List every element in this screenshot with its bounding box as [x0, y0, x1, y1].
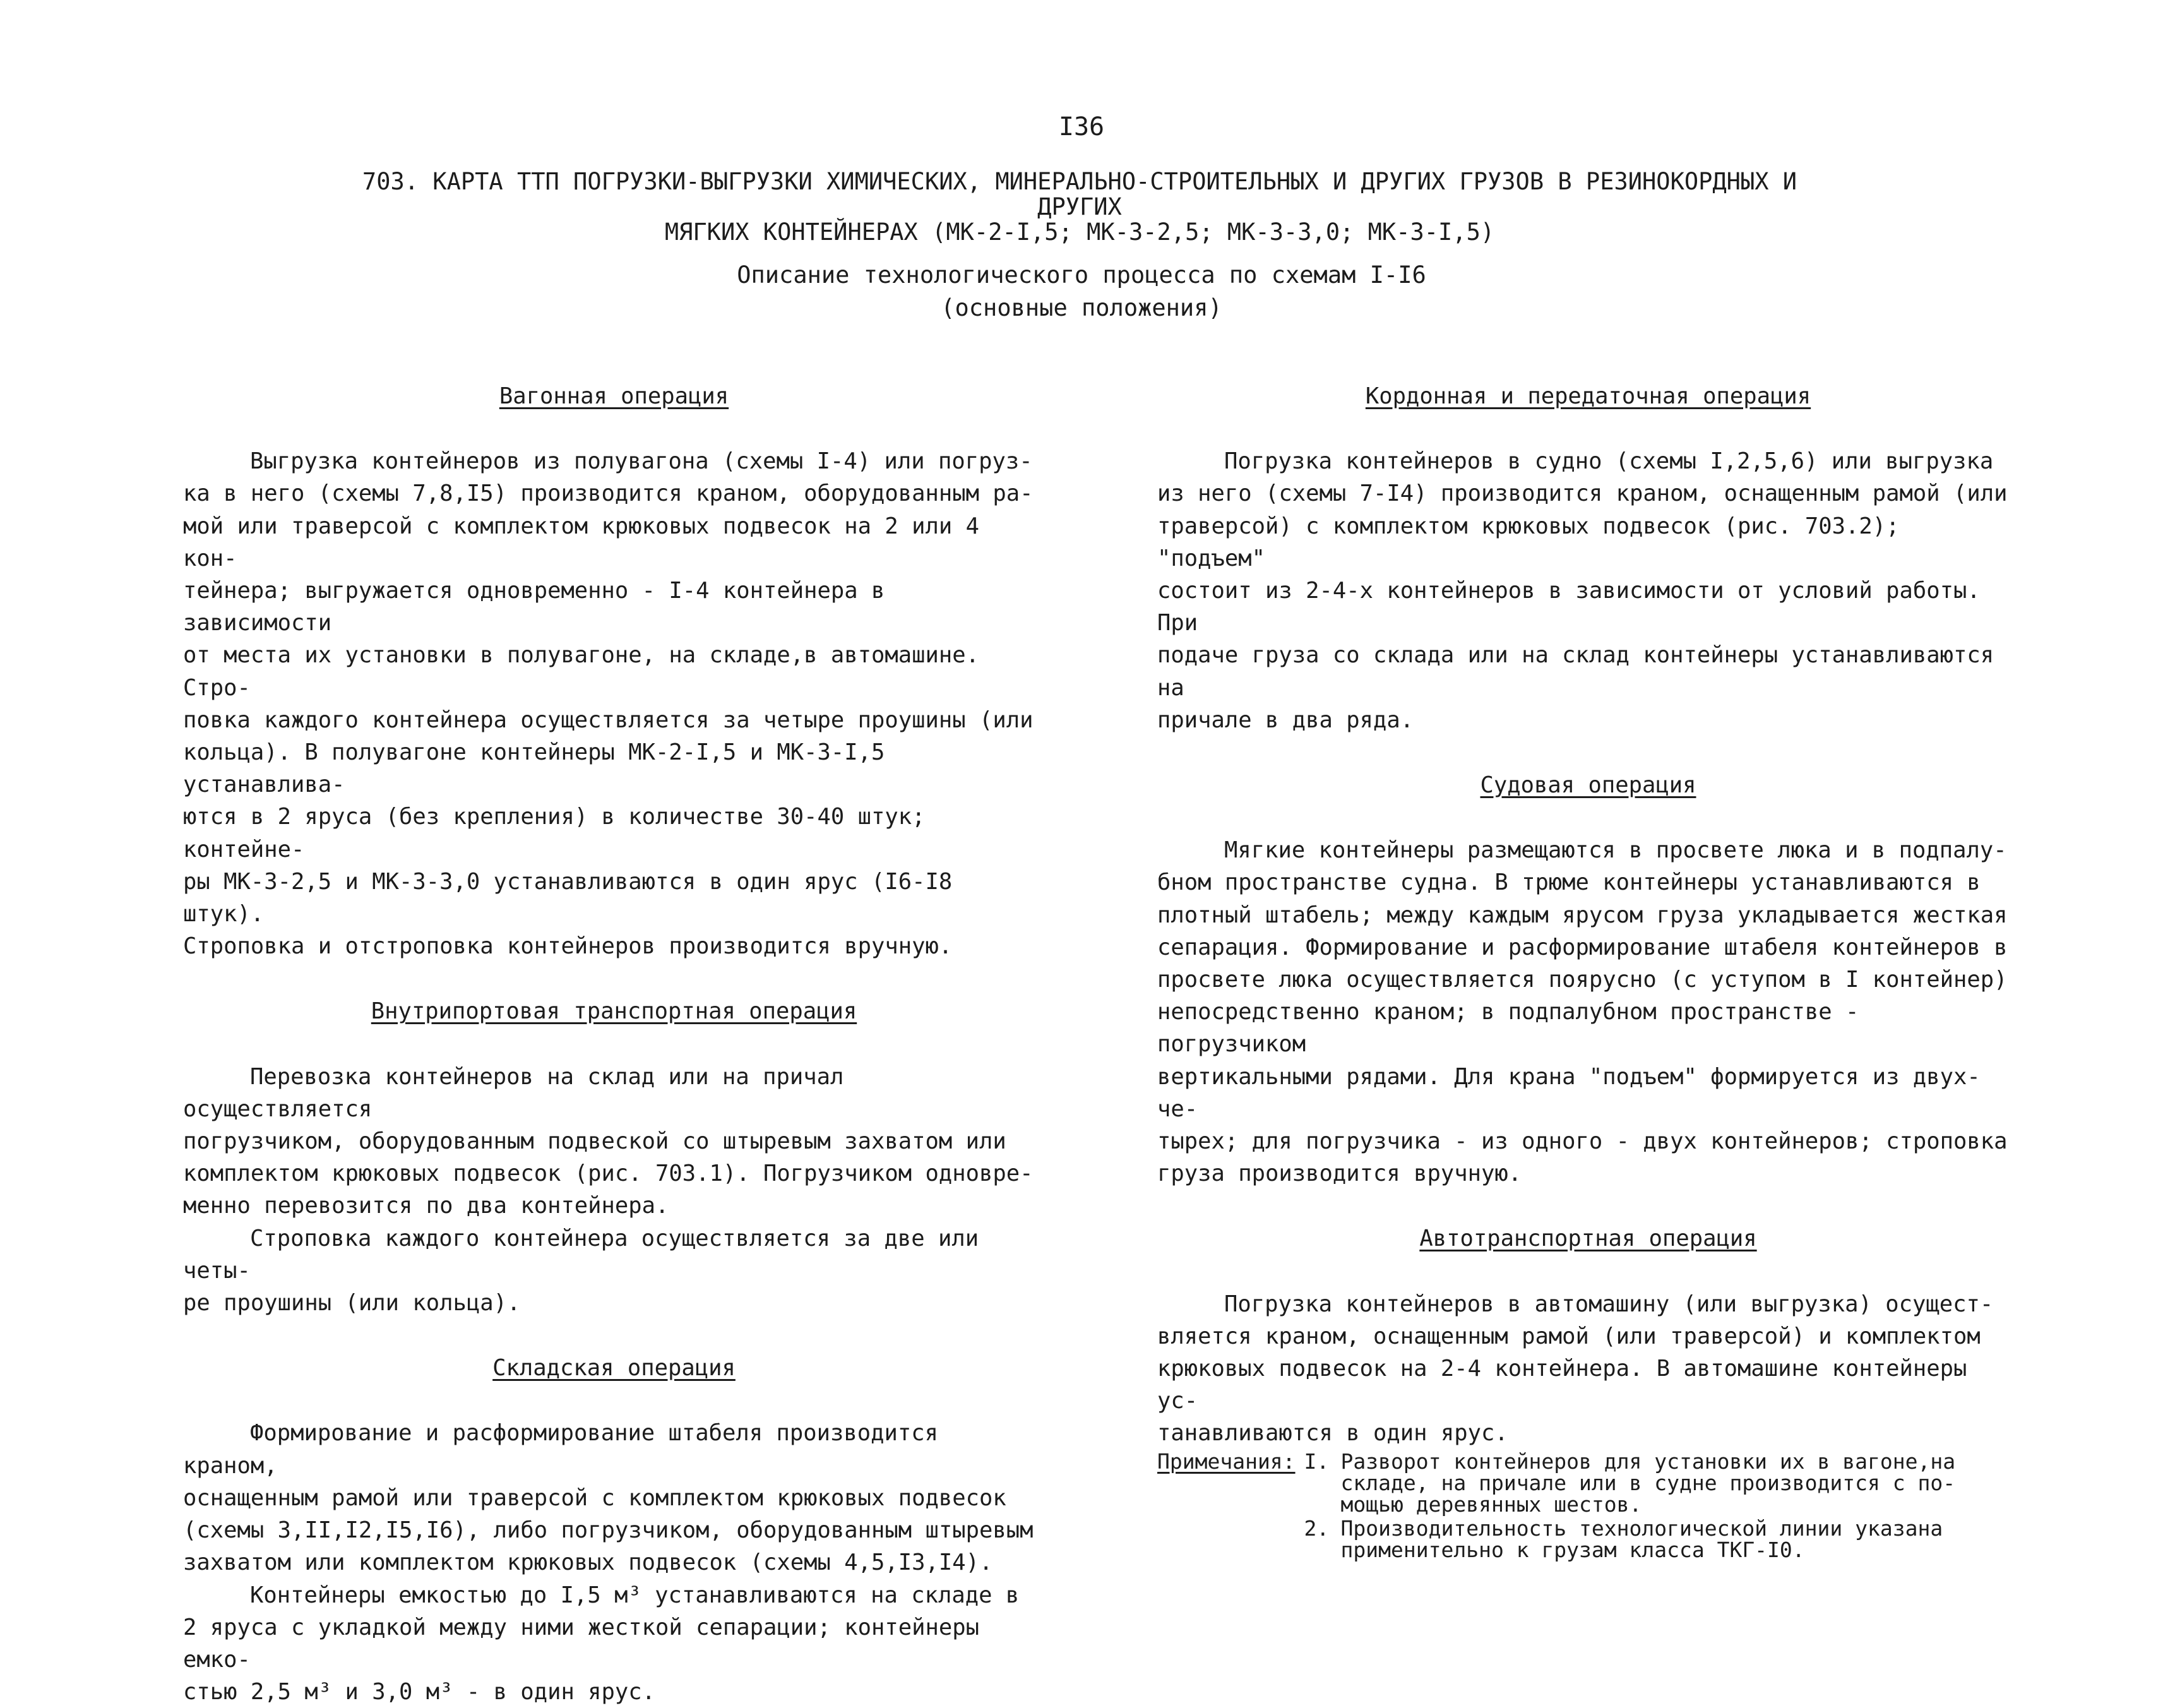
warehouse-operation-text-1: Формирование и расформирование штабеля производится краном, оснащенным рамой или траверсой с комплектом крюковых подвесок (схемы 3,II,I2,I5,I6), либо погрузчиком, оборудованным штыревым захватом или комплектом крюковых подвесок (схемы 4,5,I3,I4).: [183, 1417, 1045, 1579]
note-number: I.: [1304, 1451, 1341, 1515]
ship-operation-text: Мягкие контейнеры размещаются в просвете люка и в подпалу- бном пространстве судна. В трюме контейнеры устанавливаются в плотный штабель; между каждым ярусом груза укладывается жесткая сепарация. Формирование и расформирование штабеля контейнеров в просвете люка осуществляется поярусно (с уступом в I контейнер) непосредственно краном; в подпалубном пространстве - погрузчиком вертикальными рядами. Для крана "подъем" формируется из двух-че- тырех; для погрузчика - из одного - двух контейнеров; строповка груза производится вручную.: [1157, 834, 2019, 1190]
transport-operation-text-1: Перевозка контейнеров на склад или на причал осуществляется погрузчиком, оборудованным подвеской со штыревым захватом или комплектом крюковых подвесок (рис. 703.1). Погрузчиком одновре- менно перевозится по два контейнера.: [183, 1061, 1045, 1222]
document-subtitle: Описание технологического процесса по схемам I-I6 (основные положения): [0, 259, 2163, 325]
note-item: [1304, 1451, 2019, 1515]
note-number: 2.: [1304, 1518, 1341, 1561]
notes-block: [1157, 1451, 2019, 1563]
heading-cordon-operation: Кордонная и передаточная операция: [1157, 380, 2019, 412]
cordon-operation-text: Погрузка контейнеров в судно (схемы I,2,5,6) или выгрузка из него (схемы 7-I4) производится краном, оснащенным рамой (или траверсой) с комплектом крюковых подвесок (рис. 703.2); "подъем" состоит из 2-4-х контейнеров в зависимости от условий работы. При подаче груза со склада или на склад контейнеры устанавливаются на причале в два ряда.: [1157, 445, 2019, 736]
heading-wagon-operation: Вагонная операция: [183, 380, 1045, 412]
note-text: Разворот контейнеров для установки их в вагоне,на складе, на причале или в судне производится с по- мощью деревянных шестов.: [1341, 1451, 2019, 1515]
heading-transport-operation: Внутрипортовая транспортная операция: [183, 995, 1045, 1027]
page-number: I36: [0, 112, 2163, 141]
wagon-operation-text: Выгрузка контейнеров из полувагона (схемы I-4) или погруз- ка в него (схемы 7,8,I5) производится краном, оборудованным ра- мой или траверсой с комплектом крюковых подвесок на 2 или 4 кон- тейнера; выгружается одновременно - I-4 контейнера в зависимости от места их установки в полувагоне, на складе,в автомашине. Стро- повка каждого контейнера осуществляется за четыре проушины (или кольца). В полувагоне контейнеры МК-2-I,5 и МК-3-I,5 устанавлива- ются в 2 яруса (без крепления) в количестве 30-40 штук; контейне- ры МК-3-2,5 и МК-3-3,0 устанавливаются в один ярус (I6-I8 штук). Строповка и отстроповка контейнеров производится вручную.: [183, 445, 1045, 962]
heading-auto-operation: Автотранспортная операция: [1157, 1222, 2019, 1255]
notes-label: Примечания:: [1157, 1451, 1296, 1563]
left-column: [183, 380, 1045, 1708]
warehouse-operation-text-2: Контейнеры емкостью до I,5 м³ устанавливаются на складе в 2 яруса с укладкой между ними жесткой сепарации; контейнеры емко- стью 2,5 м³ и 3,0 м³ - в один ярус.: [183, 1579, 1045, 1708]
notes-list: [1304, 1451, 2019, 1563]
right-column: [1157, 380, 2019, 1563]
transport-operation-text-2: Строповка каждого контейнера осуществляется за две или четы- ре проушины (или кольца).: [183, 1222, 1045, 1320]
auto-operation-text: Погрузка контейнеров в автомашину (или выгрузка) осущест- вляется краном, оснащенным рамой (или траверсой) и комплектом крюковых подвесок на 2-4 контейнера. В автомашине контейнеры ус- танавливаются в один ярус.: [1157, 1288, 2019, 1450]
heading-ship-operation: Судовая операция: [1157, 769, 2019, 801]
heading-warehouse-operation: Складская операция: [183, 1352, 1045, 1384]
note-item: [1304, 1518, 2019, 1561]
document-title: 703. КАРТА ТТП ПОГРУЗКИ-ВЫГРУЗКИ ХИМИЧЕСКИХ, МИНЕРАЛЬНО-СТРОИТЕЛЬНЫХ И ДРУГИХ ГРУЗОВ В РЕЗИНОКОРДНЫХ И ДРУГИХ МЯГКИХ КОНТЕЙНЕРАХ (МК-2-I,5; МК-3-2,5; МК-3-3,0; МК-3-I,5): [354, 169, 1806, 245]
note-text: Производительность технологической линии указана применительно к грузам класса ТКГ-I0.: [1341, 1518, 2019, 1561]
